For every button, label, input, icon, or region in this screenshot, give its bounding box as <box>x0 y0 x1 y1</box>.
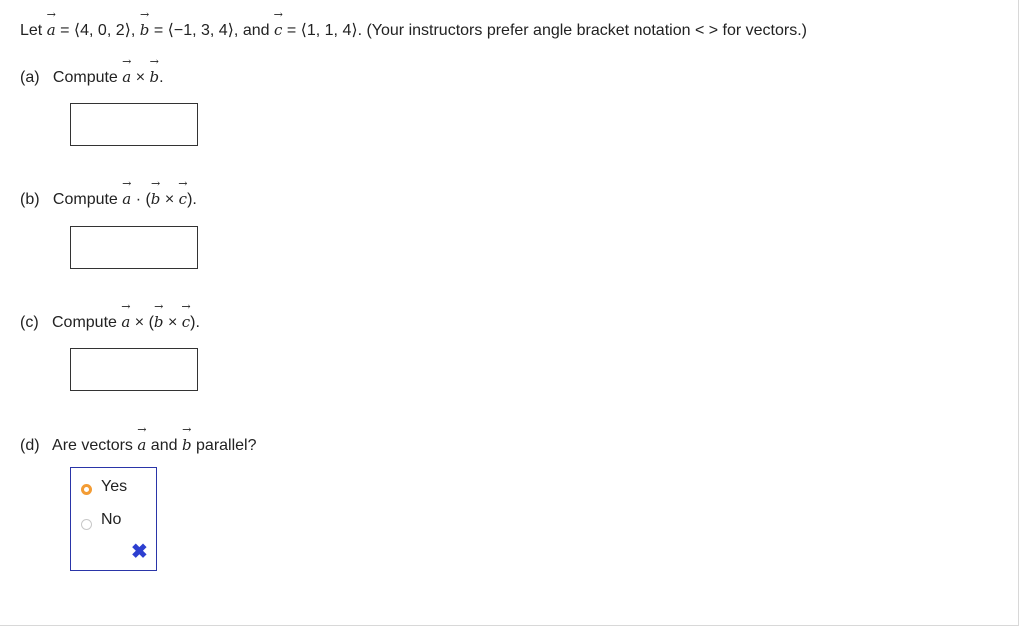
part-d-prompt <box>20 436 257 455</box>
open-paren: ( <box>148 314 154 331</box>
part-c-label: (c) <box>20 314 39 331</box>
cross-operator: × <box>135 69 146 86</box>
part-c-answer-input[interactable] <box>70 348 198 391</box>
vector-a-symbol: → a <box>137 436 146 454</box>
part-a-prompt <box>20 68 164 87</box>
part-b-label: (b) <box>20 191 40 208</box>
part-d-mid: and <box>150 437 178 454</box>
incorrect-x-icon: ✖ <box>131 541 148 563</box>
intro-let-text: Let <box>20 22 43 39</box>
vector-a-symbol: → a <box>122 68 131 86</box>
part-a-label: (a) <box>20 69 40 86</box>
vector-c-symbol: → c <box>274 21 282 39</box>
part-d-suffix: parallel? <box>196 437 257 454</box>
close-paren: ). <box>190 314 200 331</box>
dot-operator: · <box>135 191 142 208</box>
part-a-prefix: Compute <box>52 69 118 86</box>
vector-b-symbol: → b <box>151 190 161 208</box>
vector-c-symbol: → c <box>179 190 187 208</box>
close-paren: ). <box>187 191 197 208</box>
vector-b-symbol: → b <box>140 21 150 39</box>
part-c-prefix: Compute <box>52 314 117 331</box>
part-b-answer-input[interactable] <box>70 226 198 269</box>
part-a-end: . <box>159 69 164 86</box>
part-a-answer-input[interactable] <box>70 103 198 146</box>
choice-yes-label[interactable]: Yes <box>101 478 128 495</box>
vector-b-symbol: → b <box>149 68 159 86</box>
vector-b-symbol: → b <box>154 313 164 331</box>
radio-yes[interactable] <box>81 484 92 495</box>
cross-operator: × <box>134 314 145 331</box>
choice-no-label[interactable]: No <box>101 511 122 528</box>
vector-c-definition: = ⟨1, 1, 4⟩. (Your instructors prefer angle bracket notation < > for vectors.) <box>286 22 807 39</box>
problem-statement <box>20 20 807 40</box>
vector-b-definition: = ⟨−1, 3, 4⟩, and <box>153 22 270 39</box>
parallel-choice-panel <box>70 467 157 571</box>
part-c-prompt <box>20 313 200 332</box>
cross-operator: × <box>164 191 175 208</box>
part-d-prefix: Are vectors <box>52 437 133 454</box>
open-paren: ( <box>145 191 151 208</box>
vector-c-symbol: → c <box>182 313 190 331</box>
part-b-prefix: Compute <box>52 191 118 208</box>
vector-b-symbol: → b <box>182 436 192 454</box>
vector-a-symbol: → a <box>121 313 130 331</box>
part-d-label: (d) <box>20 437 40 454</box>
vector-a-definition: = ⟨4, 0, 2⟩, <box>60 22 136 39</box>
vector-a-symbol: → a <box>47 21 56 39</box>
part-b-prompt <box>20 190 197 209</box>
vector-a-symbol: → a <box>122 190 131 208</box>
radio-no[interactable] <box>81 519 92 530</box>
cross-operator: × <box>167 314 178 331</box>
